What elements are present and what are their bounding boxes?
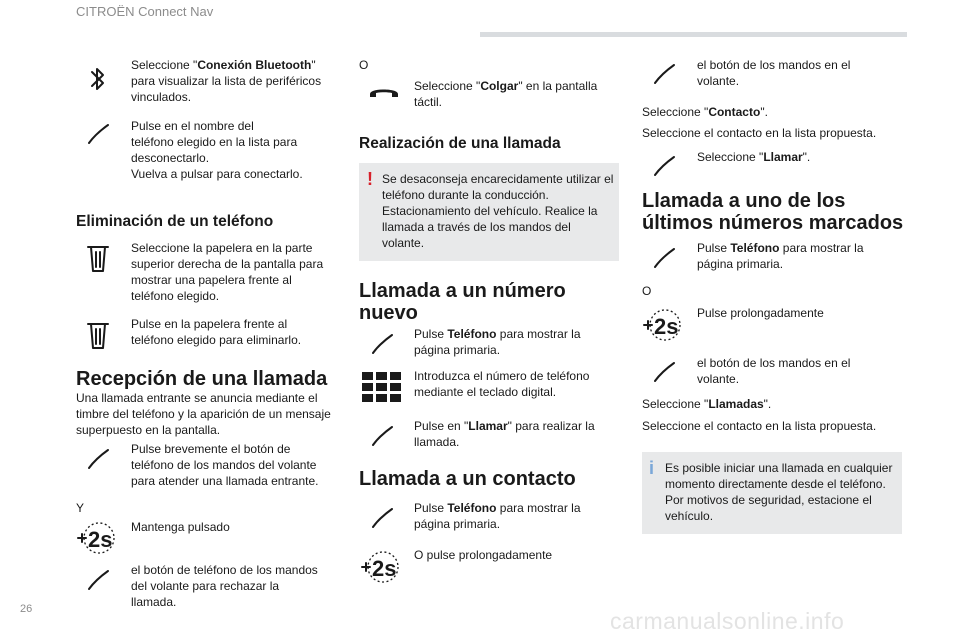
or-label-col2: O [359, 58, 369, 72]
info-box [642, 452, 902, 534]
trash-text-1: Seleccione la papelera en la parte superior derecha de la pantalla para mostrar una papelera frente al teléfono elegido. [131, 241, 324, 303]
hold-2s-icon-3 [640, 308, 684, 342]
touch-finger-icon-2 [86, 447, 112, 471]
bluetooth-icon [88, 64, 108, 94]
hold-text-2: O pulse prolongadamente [414, 548, 553, 562]
hold-2s-icon-2 [358, 550, 402, 584]
short-press-text: Pulse brevemente el botón de teléfono de los mandos del volante para atender una llamada entrante. [131, 442, 319, 488]
keypad-icon [362, 372, 402, 402]
long-press-text: Pulse prolongadamente [697, 306, 824, 320]
and-label: Y [76, 501, 85, 515]
watermark: carmanualsonline.info [610, 608, 845, 634]
info-text: Es posible iniciar una llamada en cualquier momento directamente desde el teléfono. Por motivos de seguridad, estacione el vehículo. [665, 461, 893, 523]
page-header-title: CITROËN Connect Nav [76, 4, 214, 19]
wheel-button-text: el botón de los mandos en el volante. [697, 58, 851, 88]
touch-finger-icon [86, 122, 112, 146]
header-rule [480, 32, 907, 37]
touch-finger-icon-8 [652, 154, 678, 178]
wheel-button-text-2: el botón de los mandos en el volante. [697, 356, 851, 386]
select-list-text: Seleccione el contacto en la lista propuesta. [642, 126, 877, 140]
trash-icon [86, 242, 110, 274]
select-calls-text: Seleccione "Llamadas". [642, 397, 772, 411]
recent-calls-heading: Llamada a uno de los últimos números marcados [642, 190, 904, 234]
call-text: Pulse en "Llamar" para realizar la llamada. [414, 419, 595, 449]
svg-text:2s: 2s [372, 556, 397, 581]
touch-finger-icon-10 [652, 360, 678, 384]
warning-text: Se desaconseja encarecidamente utilizar el teléfono durante la conducción. Estacionamiento del vehículo. Realice la llamada a través de los mandos del volante. [382, 172, 614, 250]
touch-finger-icon-7 [652, 62, 678, 86]
delete-phone-heading: Eliminación de un teléfono [76, 213, 274, 230]
select-list-text-2: Seleccione el contacto en la lista propuesta. [642, 419, 877, 433]
hold-2s-icon [74, 521, 118, 555]
new-number-heading: Llamada a un número nuevo [359, 280, 566, 324]
touch-finger-icon-6 [370, 506, 396, 530]
contact-call-heading: Llamada a un contacto [359, 468, 576, 490]
press-name-text: Pulse en el nombre del teléfono elegido en la lista para desconectarlo. Vuelva a pulsar para conectarlo. [131, 119, 303, 181]
svg-text:2s: 2s [654, 314, 679, 339]
phone-page-text: Pulse Teléfono para mostrar la página primaria. [414, 327, 581, 357]
or-label-col3: O [642, 284, 652, 298]
receive-intro: Una llamada entrante se anuncia mediante el timbre del teléfono y la aparición de un mensaje superpuesto en la pantalla. [76, 391, 331, 437]
reject-text: el botón de teléfono de los mandos del volante para rechazar la llamada. [131, 563, 318, 609]
phone-page-text-3: Pulse Teléfono para mostrar la página primaria. [697, 241, 864, 271]
select-call-text: Seleccione "Llamar". [697, 150, 811, 164]
touch-finger-icon-3 [86, 568, 112, 592]
phone-page-text-2: Pulse Teléfono para mostrar la página primaria. [414, 501, 581, 531]
trash-icon-2 [86, 319, 110, 351]
receive-call-heading: Recepción de una llamada [76, 368, 328, 390]
trash-text-2: Pulse en la papelera frente al teléfono elegido para eliminarlo. [131, 317, 302, 347]
warning-box [359, 163, 619, 261]
hangup-text: Seleccione "Colgar" en la pantalla táctil. [414, 79, 598, 109]
keypad-text: Introduzca el número de teléfono mediante el teclado digital. [414, 369, 590, 399]
touch-finger-icon-9 [652, 246, 678, 270]
touch-finger-icon-5 [370, 424, 396, 448]
select-contact-text: Seleccione "Contacto". [642, 105, 768, 119]
page-number: 26 [20, 603, 33, 615]
warning-mark: ! [367, 169, 373, 189]
touch-finger-icon-4 [370, 332, 396, 356]
make-call-heading: Realización de una llamada [359, 135, 561, 152]
bluetooth-text: Seleccione "Conexión Bluetooth" para visualizar la lista de periféricos vinculados. [131, 58, 322, 104]
hang-up-icon [368, 85, 400, 99]
svg-text:2s: 2s [88, 527, 113, 552]
hold-text: Mantenga pulsado [131, 520, 230, 534]
info-mark: i [649, 458, 655, 478]
